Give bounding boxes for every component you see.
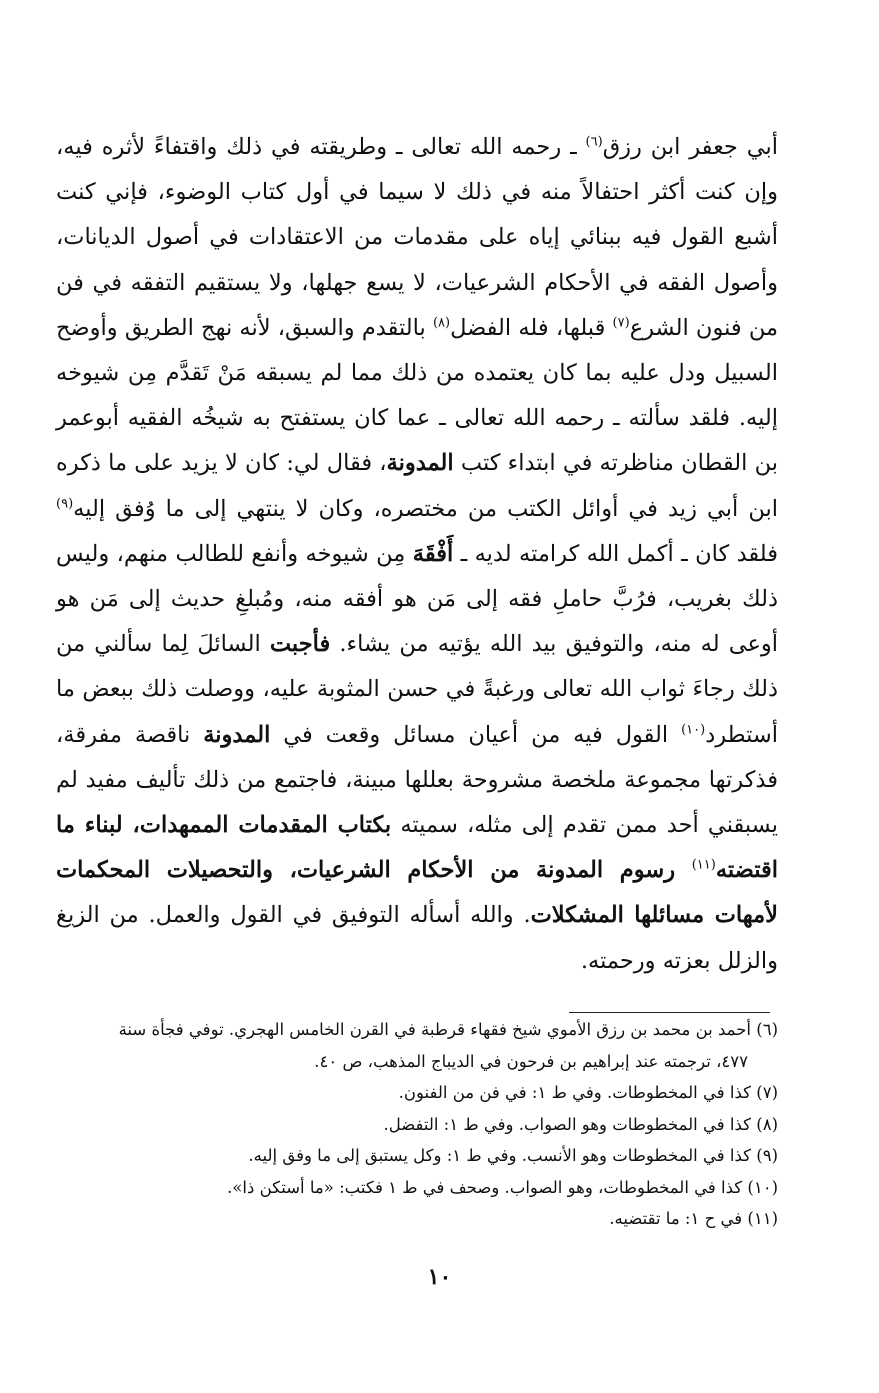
text-run: بالتقدم والسبق، لأنه نهج الطريق وأوضح السبيل ودل عليه بما كان يعتمده من ذلك مما لم يسبقه مَنْ تَقدَّم مِن شيوخه إليه. فلقد سألته ـ رحمه الله تعالى ـ عما كان يستفتح به شيخُه الفقيه أبوعمر بن القطان مناظرته في ابتداء كتب — [56, 314, 778, 477]
footnote-separator — [569, 1012, 770, 1013]
bold-term: أَفْقَهَ — [412, 540, 454, 567]
bold-term: المدونة — [203, 721, 271, 748]
book-title-part-2: رسوم المدونة من الأحكام الشرعيات، والتحصيلات المحكمات لأمهات مسائلها المشكلات — [56, 857, 778, 929]
footnote-8: (٨) كذا في المخطوطات وهو الصواب. وفي ط ١: التفضل. — [383, 1114, 778, 1134]
footnote-ref-7[interactable]: (٧) — [612, 315, 630, 331]
footnote-ref-6[interactable]: (٦) — [585, 134, 603, 150]
footnote-ref-9[interactable]: (٩) — [56, 496, 74, 512]
text-run: ناقصة مفرقة، فذكرتها مجموعة ملخصة مشروحة بعللها مبينة، فاجتمع من ذلك تأليف مفيد لم يسبقني أحد ممن تقدم إلى مثله، سميته — [56, 721, 778, 839]
main-paragraph — [56, 125, 778, 984]
text-run: فلقد كان ـ أكمل الله كرامته لديه ـ — [453, 540, 778, 567]
text-run: السائلَ لِما سألني من ذلك رجاءَ ثواب الله تعالى ورغبةً في حسن المثوبة عليه، ووصلت ذلك ببعض ما أستطرد — [56, 631, 778, 748]
footnote-ref-10[interactable]: (١٠) — [681, 722, 706, 738]
text-run: القول فيه من أعيان مسائل وقعت في — [270, 721, 682, 748]
footnotes — [56, 1014, 778, 1235]
text-run: ـ رحمه الله تعالى ـ وطريقته في ذلك واقتفاءً لأثره فيه، وإن كنت أكثر احتفالاً منه في ذلك لا سيما في أول كتاب الوضوء، فإني كنت أشبع القول فيه ببنائي إياه على مقدمات من الاعتقادات في أصول الديانات، وأصول الفقه في الأحكام الشرعيات، لا يسع جهلها، ولا يستقيم التفقه في فن من فنون الشرع — [56, 134, 779, 341]
footnote-9: (٩) كذا في المخطوطات وهو الأنسب. وفي ط ١: وكل يستبق إلى ما وفق إليه. — [248, 1146, 778, 1165]
footnote-6-continued: ٤٧٧، ترجمته عند إبراهيم بن فرحون في الديباج المذهب، ص ٤٠. — [314, 1051, 748, 1071]
footnote-ref-11[interactable]: (١١) — [691, 857, 716, 873]
book-title-part-1: بكتاب المقدمات الممهدات، لبناء ما اقتضته — [56, 812, 778, 884]
paragraph-text — [56, 125, 778, 984]
footnote-10: (١٠) كذا في المخطوطات، وهو الصواب. وصحف في ط ١ فكتب: «ما أستكن ذا». — [227, 1177, 778, 1197]
text-run: . والله أسأله التوفيق في القول والعمل. من الزيغ والزلل بعزته ورحمته. — [56, 902, 778, 974]
bold-term: المدونة — [386, 450, 454, 477]
page-number: ١٠ — [427, 1264, 452, 1290]
footnote-7: (٧) كذا في المخطوطات. وفي ط ١: في فن من الفنون. — [398, 1083, 778, 1102]
text-run: قبلها، فله الفضل — [450, 314, 613, 341]
footnote-ref-8[interactable]: (٨) — [432, 315, 451, 331]
text-run: مِن شيوخه وأنفع للطالب منهم، وليس ذلك بغريب، فرُبَّ حاملِ فقه إلى مَن هو أفقه منه، ومُبلغِ حديث إلى مَن هو أوعى له منه، والتوفيق بيد الله يؤتيه من يشاء. — [56, 540, 779, 658]
text-run: ، فقال لي: كان لا يزيد على ما ذكره ابن أبي زيد في أوائل الكتب من مختصره، وكان لا ينتهي إلى ما وُفق إليه — [56, 450, 778, 522]
bold-term: فأجبت — [269, 631, 331, 658]
footnote-11: (١١) في ح ١: ما تقتضيه. — [609, 1209, 778, 1228]
footnote-6: (٦) أحمد بن محمد بن رزق الأموي شيخ فقهاء قرطبة في القرن الخامس الهجري. توفي فجأة سنة — [118, 1020, 778, 1039]
text-run: أبي جعفر ابن رزق — [602, 134, 778, 160]
